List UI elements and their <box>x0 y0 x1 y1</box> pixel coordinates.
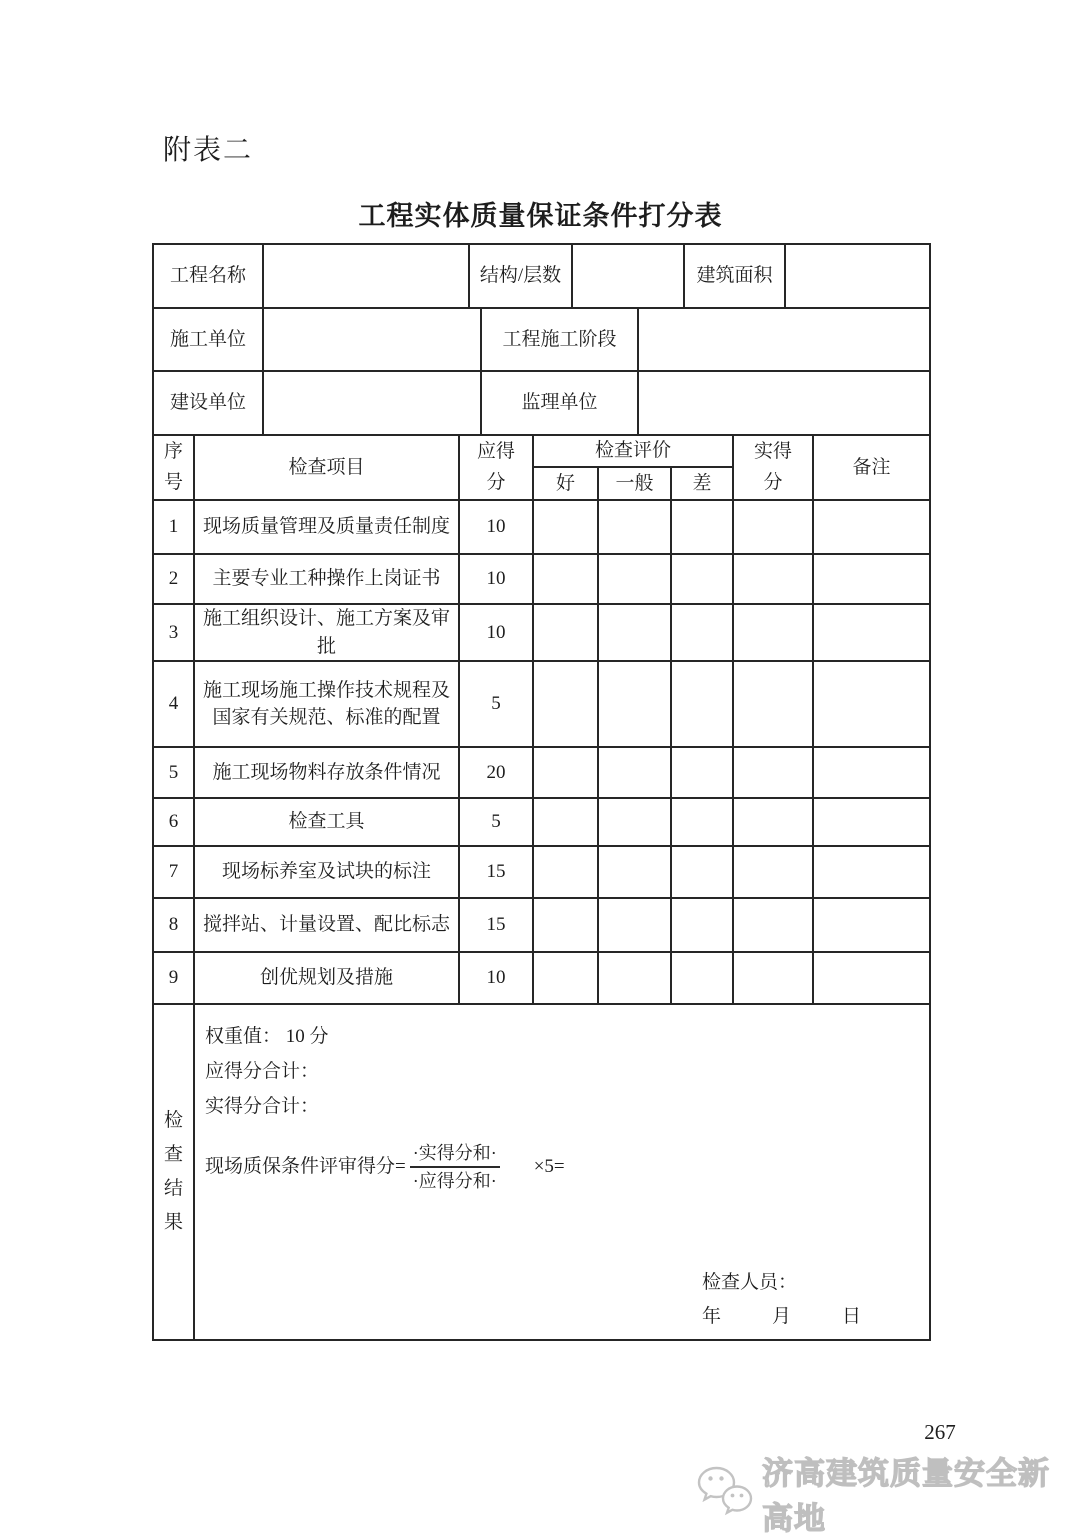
date-line: 年 月 日 <box>702 1305 878 1327</box>
due-score-total-line: 应得分合计： <box>205 1060 320 1082</box>
item-row-3 <box>153 604 930 661</box>
item-no: 4 <box>153 661 194 747</box>
average-cell <box>598 952 671 1004</box>
score-form <box>152 243 929 1341</box>
supervision-unit-label: 监理单位 <box>481 371 638 435</box>
appendix-label: 附表二 <box>163 135 254 166</box>
project-info-table-row1 <box>152 243 931 309</box>
wechat-chat-bubbles-icon <box>693 1462 757 1525</box>
construction-stage-label: 工程施工阶段 <box>481 308 638 371</box>
fraction-denominator: ·应得分和· <box>412 1170 497 1191</box>
remark-cell <box>813 661 930 747</box>
actual-score-cell <box>733 500 813 554</box>
result-row-label: 检查结果 <box>153 1004 194 1340</box>
average-cell <box>598 846 671 898</box>
watermark-text: 济高建筑质量安全新高地 <box>762 1456 1050 1536</box>
poor-cell <box>671 604 733 661</box>
header-actual-score: 实得分 <box>733 435 813 500</box>
item-name: 施工现场物料存放条件情况 <box>194 747 459 798</box>
formula-suffix: ×5= <box>533 1155 565 1177</box>
average-cell <box>598 898 671 952</box>
remark-cell <box>813 846 930 898</box>
result-content-cell <box>194 1004 930 1340</box>
score-fraction <box>410 1140 500 1194</box>
review-score-formula <box>205 1140 929 1194</box>
page-number: 267 <box>924 1420 956 1444</box>
inspection-result-section <box>152 1003 931 1341</box>
item-row-4 <box>153 661 930 747</box>
actual-score-cell <box>733 747 813 798</box>
good-cell <box>533 554 598 604</box>
page-title: 工程实体质量保证条件打分表 <box>358 201 723 231</box>
item-due-score: 20 <box>459 747 533 798</box>
building-area-label: 建筑面积 <box>684 244 785 308</box>
good-cell <box>533 500 598 554</box>
item-name: 现场质量管理及质量责任制度 <box>194 500 459 554</box>
item-due-score: 10 <box>459 604 533 661</box>
fraction-numerator: ·实得分和· <box>410 1140 500 1168</box>
item-name: 创优规划及措施 <box>194 952 459 1004</box>
item-row-5 <box>153 747 930 798</box>
header-poor: 差 <box>671 467 733 500</box>
item-due-score: 10 <box>459 500 533 554</box>
building-area-value <box>785 244 930 308</box>
item-no: 9 <box>153 952 194 1004</box>
item-due-score: 10 <box>459 554 533 604</box>
header-good: 好 <box>533 467 598 500</box>
item-due-score: 5 <box>459 798 533 846</box>
item-row-6 <box>153 798 930 846</box>
construction-unit-value <box>263 308 481 371</box>
actual-score-cell <box>733 898 813 952</box>
item-name: 搅拌站、计量设置、配比标志 <box>194 898 459 952</box>
actual-score-cell <box>733 661 813 747</box>
good-cell <box>533 604 598 661</box>
poor-cell <box>671 846 733 898</box>
good-cell <box>533 798 598 846</box>
remark-cell <box>813 500 930 554</box>
remark-cell <box>813 747 930 798</box>
project-info-table-row23 <box>152 307 931 436</box>
poor-cell <box>671 747 733 798</box>
actual-score-cell <box>733 846 813 898</box>
good-cell <box>533 846 598 898</box>
good-cell <box>533 747 598 798</box>
average-cell <box>598 604 671 661</box>
item-no: 2 <box>153 554 194 604</box>
item-no: 7 <box>153 846 194 898</box>
good-cell <box>533 661 598 747</box>
project-name-value <box>263 244 469 308</box>
poor-cell <box>671 798 733 846</box>
actual-score-cell <box>733 604 813 661</box>
structure-floors-value <box>572 244 684 308</box>
weight-line: 权重值： 10 分 <box>205 1025 329 1047</box>
supervision-unit-value <box>638 371 930 435</box>
item-due-score: 5 <box>459 661 533 747</box>
item-no: 5 <box>153 747 194 798</box>
average-cell <box>598 747 671 798</box>
remark-cell <box>813 554 930 604</box>
poor-cell <box>671 952 733 1004</box>
poor-cell <box>671 554 733 604</box>
remark-cell <box>813 898 930 952</box>
poor-cell <box>671 500 733 554</box>
item-row-8 <box>153 898 930 952</box>
header-no: 序号 <box>153 435 194 500</box>
item-due-score: 10 <box>459 952 533 1004</box>
item-due-score: 15 <box>459 898 533 952</box>
good-cell <box>533 952 598 1004</box>
average-cell <box>598 798 671 846</box>
item-row-7 <box>153 846 930 898</box>
poor-cell <box>671 898 733 952</box>
header-average: 一般 <box>598 467 671 500</box>
actual-score-cell <box>733 952 813 1004</box>
poor-cell <box>671 661 733 747</box>
construction-stage-value <box>638 308 930 371</box>
item-no: 8 <box>153 898 194 952</box>
structure-floors-label: 结构/层数 <box>469 244 572 308</box>
actual-score-total-line: 实得分合计： <box>205 1095 320 1117</box>
project-name-label: 工程名称 <box>153 244 263 308</box>
item-name: 检查工具 <box>194 798 459 846</box>
header-remarks: 备注 <box>813 435 930 500</box>
item-no: 1 <box>153 500 194 554</box>
header-check-item: 检查项目 <box>194 435 459 500</box>
item-name: 施工组织设计、施工方案及审批 <box>194 604 459 661</box>
item-no: 3 <box>153 604 194 661</box>
remark-cell <box>813 798 930 846</box>
header-evaluation: 检查评价 <box>533 435 733 467</box>
item-name: 施工现场施工操作技术规程及国家有关规范、标准的配置 <box>194 661 459 747</box>
construction-unit-label: 施工单位 <box>153 308 263 371</box>
inspector-label: 检查人员： <box>702 1271 798 1293</box>
item-row-9 <box>153 952 930 1004</box>
header-due-score: 应得分 <box>459 435 533 500</box>
average-cell <box>598 661 671 747</box>
client-unit-value <box>263 371 481 435</box>
formula-prefix: 现场质保条件评审得分= <box>205 1155 406 1177</box>
remark-cell <box>813 604 930 661</box>
item-row-2 <box>153 554 930 604</box>
remark-cell <box>813 952 930 1004</box>
actual-score-cell <box>733 798 813 846</box>
average-cell <box>598 554 671 604</box>
footer-watermark <box>693 1448 1080 1538</box>
item-name: 主要专业工种操作上岗证书 <box>194 554 459 604</box>
signature-block <box>702 1266 929 1334</box>
average-cell <box>598 500 671 554</box>
scoring-table <box>152 434 931 1005</box>
item-row-1 <box>153 500 930 554</box>
item-due-score: 15 <box>459 846 533 898</box>
item-name: 现场标养室及试块的标注 <box>194 846 459 898</box>
item-no: 6 <box>153 798 194 846</box>
actual-score-cell <box>733 554 813 604</box>
good-cell <box>533 898 598 952</box>
client-unit-label: 建设单位 <box>153 371 263 435</box>
